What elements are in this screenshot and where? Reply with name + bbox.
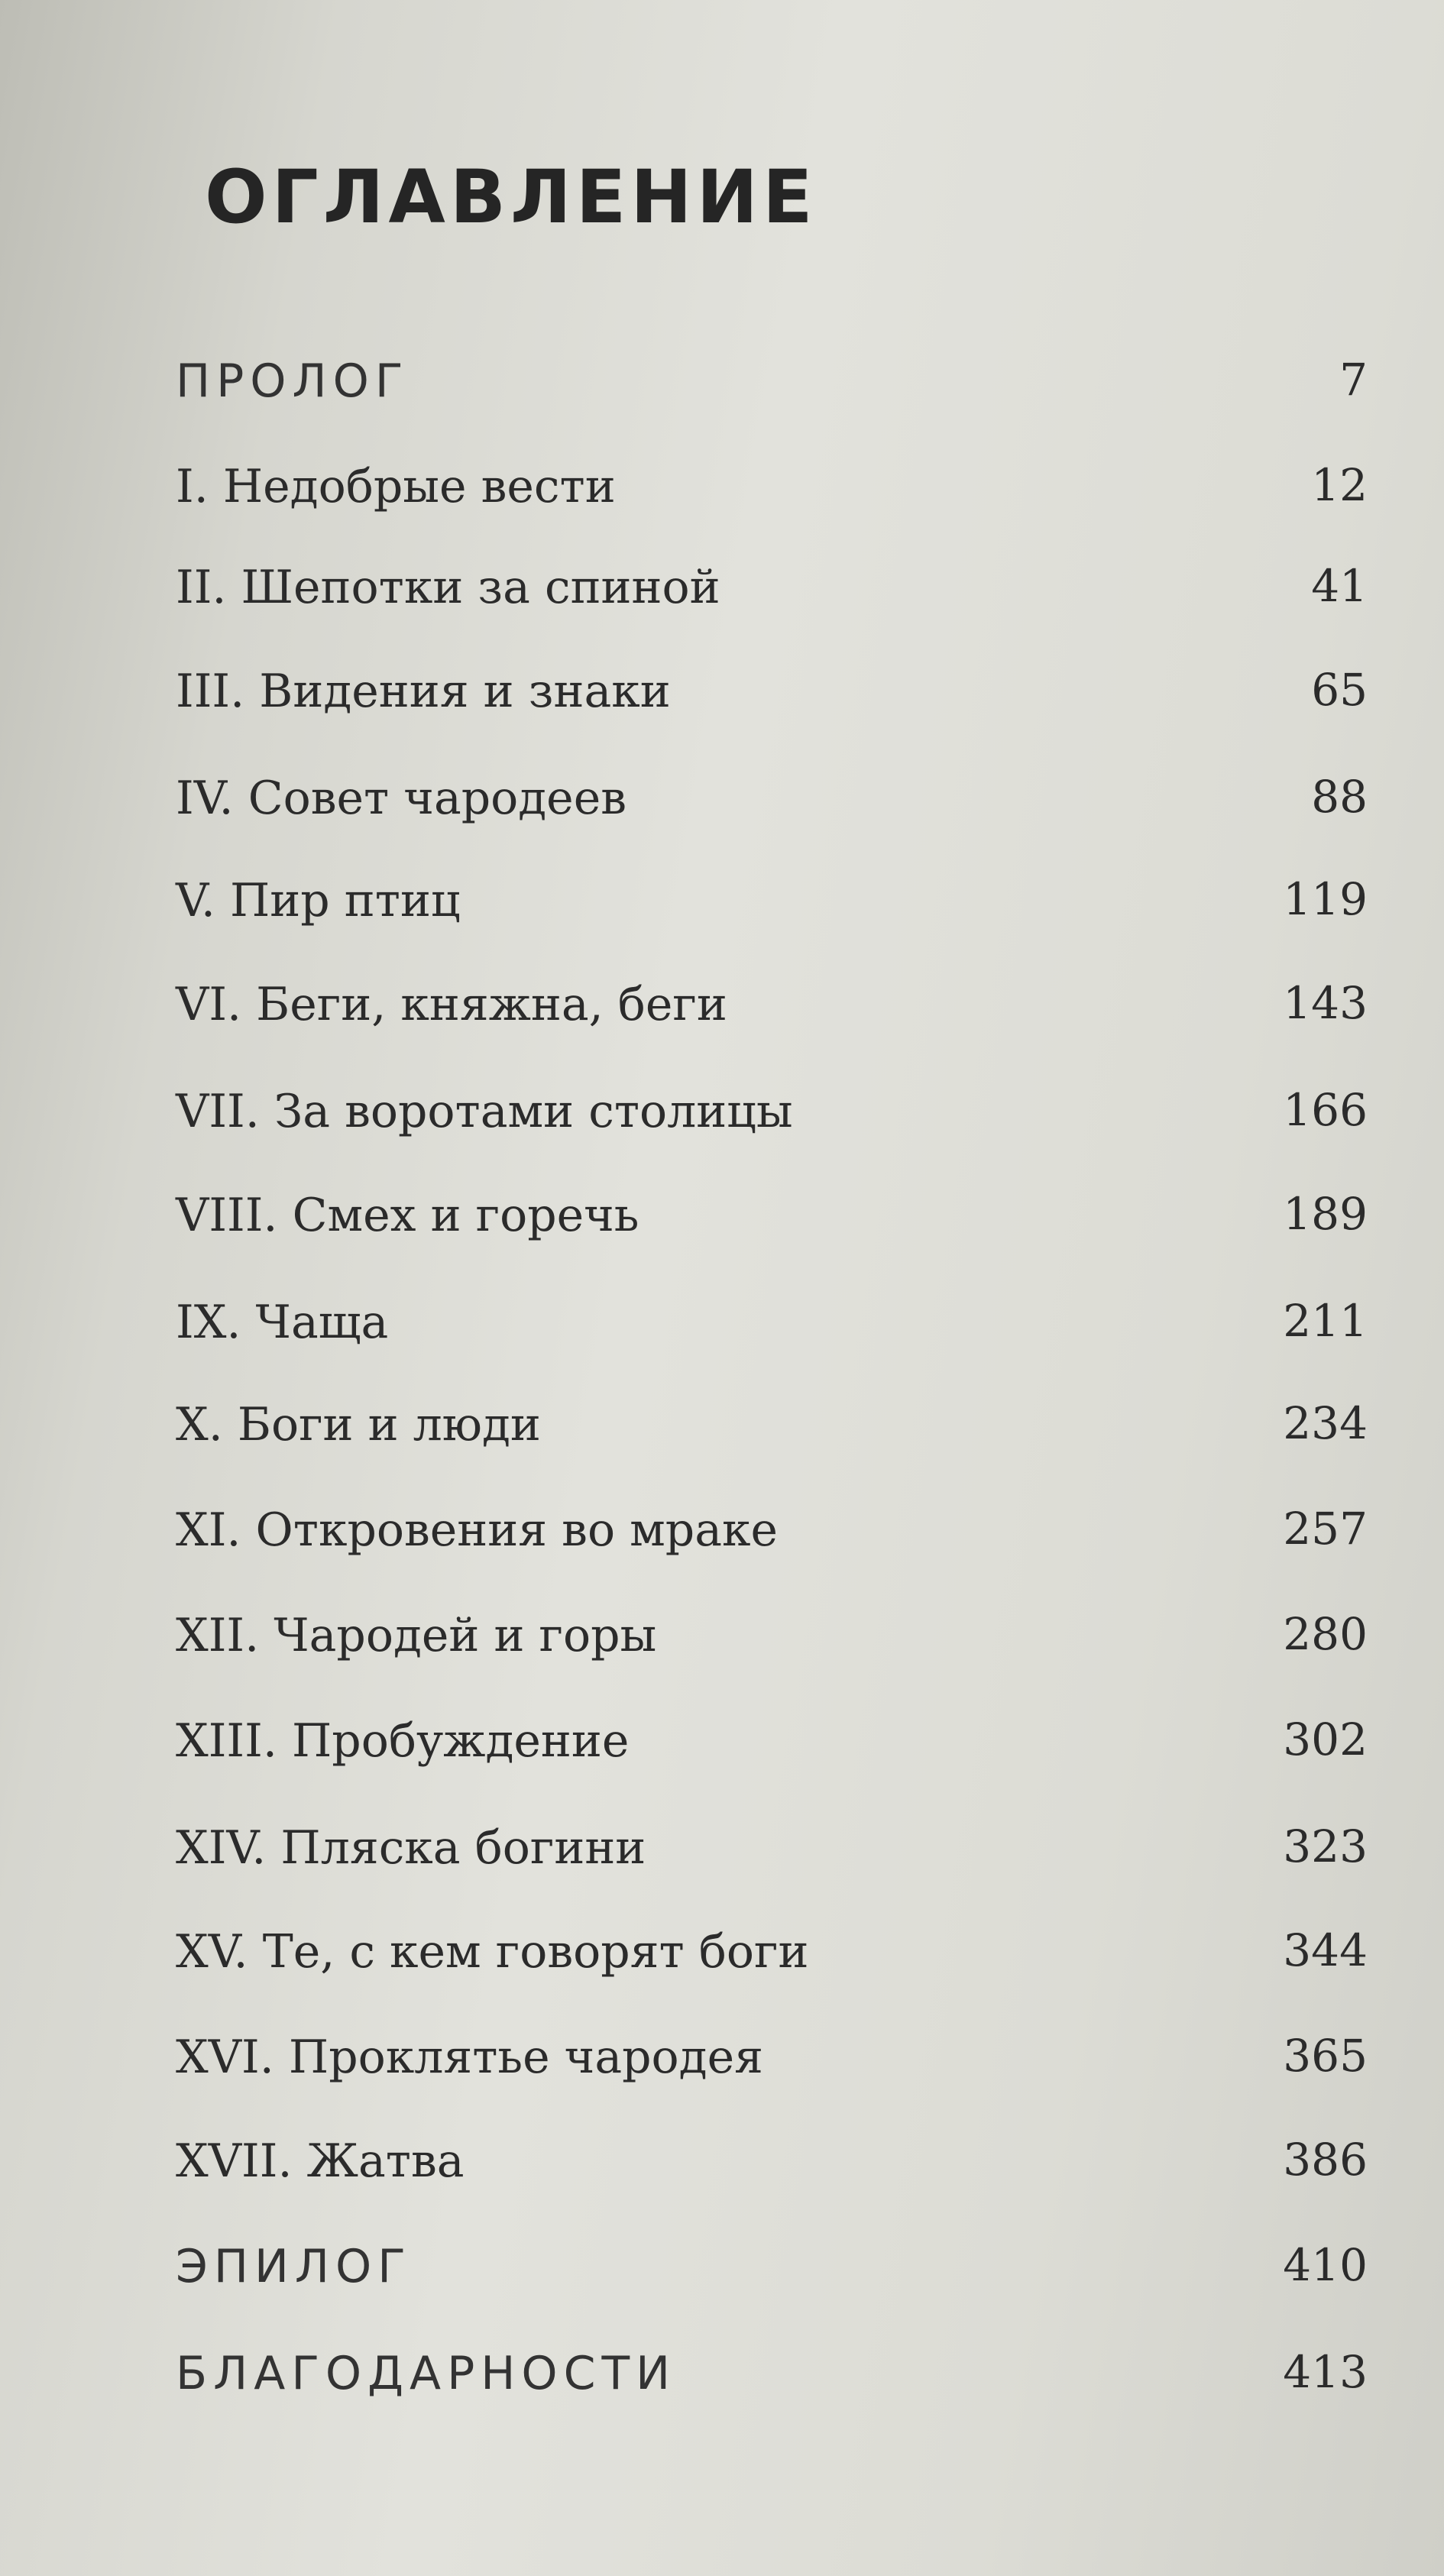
toc-entry-label: V. Пир птиц [176, 874, 461, 927]
toc-entry-page: 189 [1283, 1188, 1368, 1240]
toc-entry-page: 413 [1283, 2346, 1368, 2398]
toc-entry-label: XII. Чародей и горы [176, 1609, 657, 1662]
toc-entry-page: 119 [1283, 873, 1368, 925]
toc-entry-label: XI. Откровения во мраке [176, 1503, 778, 1557]
toc-entry-label: ЭПИЛОГ [176, 2240, 412, 2293]
toc-entry-page: 386 [1283, 2134, 1368, 2186]
toc-entry-label: ПРОЛОГ [176, 354, 410, 408]
toc-entry-page: 344 [1283, 1924, 1368, 1976]
toc-entry [176, 457, 1368, 526]
page-title: ОГЛАВЛЕНИЕ [205, 154, 818, 240]
toc-entry-label: III. Видения и знаки [176, 665, 671, 718]
toc-entry-label: VI. Беги, княжна, беги [176, 978, 727, 1031]
toc-entry [176, 1293, 1368, 1361]
toc-entry-page: 88 [1311, 771, 1368, 823]
toc-entry [176, 1500, 1368, 1569]
toc-entry [176, 1922, 1368, 1991]
toc-entry [176, 871, 1368, 940]
toc-entry-label: VIII. Смех и горечь [176, 1189, 639, 1242]
toc-entry-label: XVI. Проклятье чародея [176, 2031, 763, 2084]
toc-entry-label: XVII. Жатва [176, 2134, 465, 2188]
toc-entry-label: VII. За воротами столицы [176, 1085, 793, 1138]
toc-entry-page: 166 [1283, 1084, 1368, 1136]
toc-entry [176, 662, 1368, 730]
toc-entry-label: БЛАГОДАРНОСТИ [176, 2347, 677, 2400]
toc-entry-page: 7 [1339, 354, 1368, 406]
toc-entry [176, 1818, 1368, 1887]
toc-entry-label: I. Недобрые вести [176, 460, 616, 513]
toc-entry [176, 1186, 1368, 1254]
toc-entry-page: 365 [1283, 2030, 1368, 2082]
toc-entry-page: 323 [1283, 1820, 1368, 1872]
toc-entry-label: IV. Совет чародеев [176, 772, 626, 825]
toc-entry-label: IX. Чаща [176, 1296, 389, 1349]
toc-entry-page: 257 [1283, 1503, 1368, 1555]
toc-entry [176, 769, 1368, 837]
toc-entry-label: XV. Те, с кем говорят боги [176, 1925, 809, 1979]
toc-entry-label: II. Шепотки за спиной [176, 561, 720, 614]
toc-entry [176, 2027, 1368, 2096]
toc-entry [176, 1711, 1368, 1780]
toc-entry-page: 302 [1283, 1714, 1368, 1765]
toc-entry [176, 2131, 1368, 2200]
toc-entry-label: XIV. Пляска богини [176, 1821, 646, 1875]
toc-entry-page: 410 [1283, 2239, 1368, 2291]
toc-entry [176, 1606, 1368, 1675]
toc-entry-prologue [176, 351, 1368, 420]
toc-entry-page: 143 [1283, 977, 1368, 1029]
toc-entry [176, 975, 1368, 1044]
toc-entry-epilogue [176, 2237, 1368, 2306]
toc-entry-page: 211 [1283, 1295, 1368, 1347]
toc-entry-page: 65 [1311, 664, 1368, 716]
toc-entry-page: 41 [1311, 560, 1368, 612]
toc-entry [176, 1395, 1368, 1464]
toc-entry-acknowledgements [176, 2344, 1368, 2413]
toc-entry [176, 558, 1368, 626]
toc-entry-page: 234 [1283, 1397, 1368, 1449]
toc-entry-label: XIII. Пробуждение [176, 1714, 630, 1768]
toc-entry [176, 1082, 1368, 1150]
toc-entry-label: X. Боги и люди [176, 1398, 541, 1451]
toc-entry-page: 12 [1311, 459, 1368, 511]
toc-entry-page: 280 [1283, 1608, 1368, 1660]
